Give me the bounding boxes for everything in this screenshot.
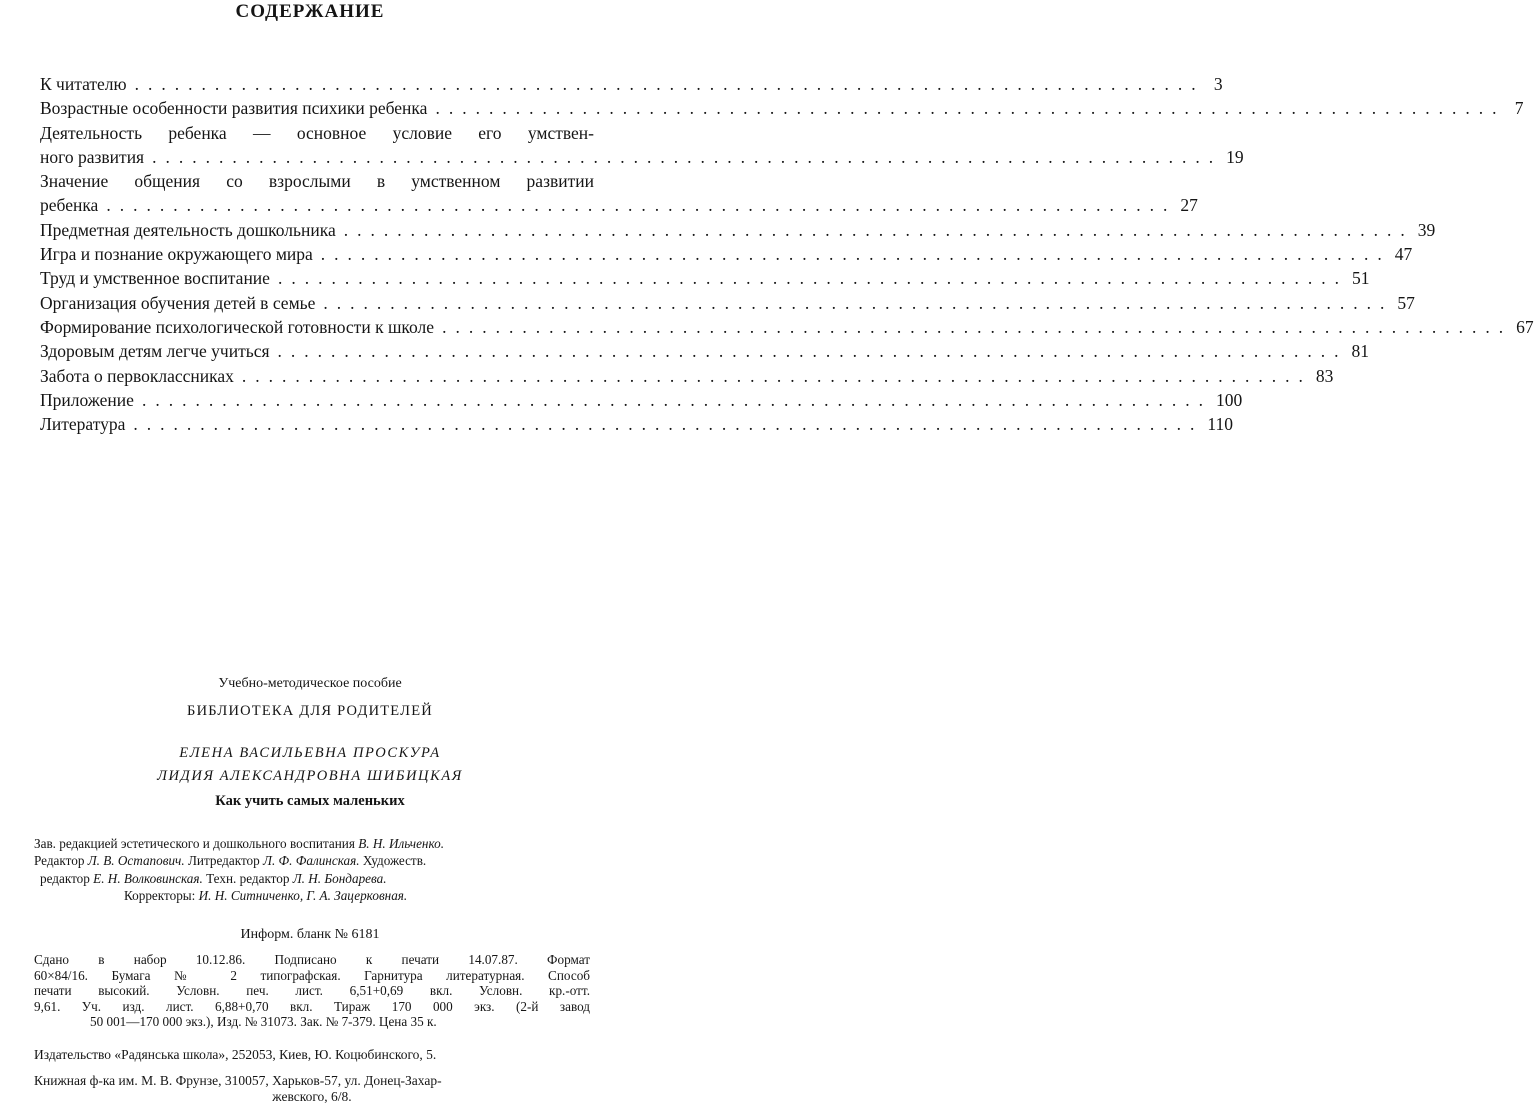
dot-leader: ................................................................................ (435, 98, 1506, 119)
dot-leader: ................................................................................ (320, 244, 1391, 265)
dot-leader: ................................................................................ (277, 268, 1348, 289)
staff-line: редактор Е. Н. Волковинская. Техн. редактор Л. Н. Бондарева. (40, 870, 387, 886)
toc-page-number: 110 (1207, 414, 1234, 435)
print-line: печати высокий. Условн. печ. лист. 6,51+0,69 вкл. Условн. кр.-отт. (34, 983, 590, 999)
series-title: БИБЛИОТЕКА ДЛЯ РОДИТЕЛЕЙ (187, 703, 433, 719)
toc-entry-text: Литература (40, 414, 126, 435)
dot-leader: ................................................................................ (277, 341, 1348, 362)
toc-entry-text: Приложение (40, 389, 134, 410)
dot-leader: ................................................................................ (133, 414, 1204, 435)
dot-leader: ................................................................................ (152, 146, 1223, 167)
toc-entry-text: Труд и умственное воспитание (40, 268, 270, 289)
toc-page-number: 100 (1215, 389, 1243, 410)
toc-page-number: 83 (1315, 365, 1334, 386)
toc-entry (40, 388, 1243, 412)
staff-line: Зав. редакцией эстетического и дошкольного воспитания В. Н. Ильченко. (34, 836, 445, 851)
toc-entry (40, 315, 1534, 339)
toc-entry-text: Возрастные особенности развития психики ребенка (40, 98, 428, 119)
toc-page-number: 51 (1351, 268, 1370, 289)
dot-leader: ................................................................................ (241, 365, 1312, 386)
author-2: ЛИДИЯ АЛЕКСАНДРОВНА ШИБИЦКАЯ (157, 768, 463, 784)
toc-entry-text: Значение общения со взрослыми в умственном развитии (40, 171, 594, 192)
print-details (34, 952, 590, 1030)
toc-entry (40, 412, 1234, 436)
print-line: Сдано в набор 10.12.86. Подписано к печати 14.07.87. Формат (34, 952, 590, 967)
toc-entry-text: К читателю (40, 74, 127, 94)
dot-leader: ................................................................................ (343, 219, 1414, 240)
print-line: 50 001—170 000 экз.), Изд. № 31073. Зак. № 7-379. Цена 35 к. (90, 1014, 437, 1030)
toc-entry-text: ребенка (40, 195, 99, 216)
editorial-staff (34, 835, 590, 905)
toc-entry-text: ного развития (40, 146, 145, 167)
toc-entry-text: Игра и познание окружающего мира (40, 244, 313, 265)
toc-entry (40, 266, 1370, 290)
toc-entry-text: Деятельность ребенка — основное условие его умствен- (40, 122, 594, 143)
dot-leader: ................................................................................ (442, 316, 1513, 337)
table-of-contents (40, 72, 1534, 436)
info-blank: Информ. бланк № 6181 (240, 927, 380, 942)
toc-page-number: 7 (1514, 98, 1524, 119)
book-genre: Учебно-методическое пособие (218, 676, 402, 691)
dot-leader: ................................................................................ (106, 195, 1177, 216)
toc-entry-text: Предметная деятельность дошкольника (40, 219, 336, 240)
printer: Книжная ф-ка им. М. В. Фрунзе, 310057, Харьков-57, ул. Донец-Захар- жевского, 6/8. (34, 1073, 442, 1104)
dot-leader: ................................................................................ (141, 389, 1212, 410)
toc-entry (40, 339, 1370, 363)
toc-page-number: 27 (1180, 195, 1198, 216)
toc-entry (40, 291, 1415, 315)
publisher: Издательство «Радянська школа», 252053, Киев, Ю. Коцюбинского, 5. (34, 1047, 437, 1062)
print-line: 9,61. Уч. изд. лист. 6,88+0,70 вкл. Тираж 170 000 экз. (2-й завод (34, 998, 590, 1014)
toc-entry (40, 364, 1334, 388)
toc-page-number: 47 (1394, 244, 1413, 265)
toc-entry (40, 218, 1436, 242)
toc-entry (40, 145, 1244, 169)
toc-entry (40, 96, 1524, 120)
author-1: ЕЛЕНА ВАСИЛЬЕВНА ПРОСКУРА (179, 745, 441, 761)
toc-page-number: 67 (1516, 316, 1534, 337)
toc-page-number: 19 (1226, 146, 1244, 167)
toc-entry-text: Забота о первоклассниках (40, 365, 234, 386)
toc-entry-text: Здоровым детям легче учиться (40, 341, 270, 362)
staff-line: Корректоры: И. Н. Ситниченко, Г. А. Зацерковная. (124, 888, 408, 904)
print-line: 60×84/16. Бумага № 2 типографская. Гарнитура литературная. Способ (34, 967, 590, 983)
toc-page-number: 3 (1213, 74, 1223, 94)
toc-page-number: 81 (1351, 341, 1370, 362)
dot-leader: ................................................................................ (134, 74, 1205, 94)
toc-page-number: 39 (1417, 219, 1436, 240)
toc-entry (40, 193, 1198, 217)
toc-entry-text: Организация обучения детей в семье (40, 292, 316, 313)
staff-line: Редактор Л. В. Остапович. Литредактор Л. Ф. Фалинская. Художеств. (34, 853, 427, 869)
book-title: Как учить самых маленьких (215, 793, 405, 809)
dot-leader: ................................................................................ (323, 292, 1394, 313)
toc-entry (40, 72, 1223, 96)
toc-entry (40, 242, 1413, 266)
toc-entry-text: Формирование психологической готовности к школе (40, 316, 435, 337)
toc-page-number: 57 (1397, 292, 1415, 313)
page-title: СОДЕРЖАНИЕ (235, 1, 385, 22)
